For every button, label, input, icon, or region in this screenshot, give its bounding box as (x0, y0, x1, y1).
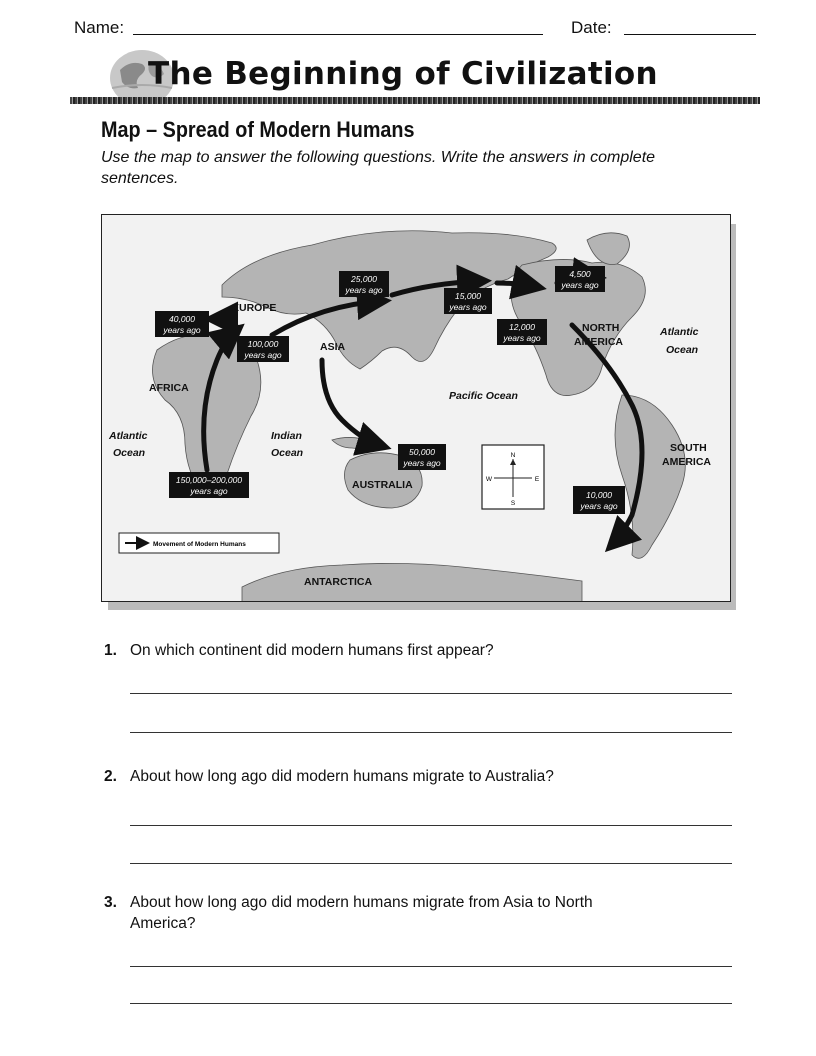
date-box-10k (573, 486, 625, 514)
label-antarctica: ANTARCTICA (304, 576, 373, 588)
label-pacific: Pacific Ocean (449, 390, 518, 402)
question-number: 1. (104, 642, 117, 659)
question-text: On which continent did modern humans first appear? (130, 642, 494, 659)
date-field[interactable] (624, 34, 756, 35)
answer-line-2b[interactable] (130, 863, 732, 864)
label-north-1: NORTH (582, 322, 620, 334)
name-field[interactable] (133, 34, 543, 35)
svg-text:N: N (510, 452, 516, 459)
svg-text:100,000: 100,000 (247, 339, 279, 349)
page-title: The Beginning of Civilization (148, 56, 658, 92)
question-text: About how long ago did modern humans migrate from Asia to North America? (130, 894, 593, 932)
svg-text:40,000: 40,000 (169, 314, 195, 324)
label-africa: AFRICA (149, 382, 189, 394)
svg-text:S: S (510, 500, 516, 507)
date-box-100k (237, 336, 289, 362)
label-south-1: SOUTH (670, 442, 707, 454)
svg-text:4,500: 4,500 (569, 269, 591, 279)
title-divider (70, 97, 760, 104)
date-box-25k (339, 271, 389, 297)
date-box-40k (155, 311, 209, 337)
svg-text:10,000: 10,000 (586, 490, 612, 500)
svg-text:years ago: years ago (580, 501, 618, 511)
svg-text:Movement of Modern Humans: Movement of Modern Humans (153, 541, 246, 548)
label-atlantic-left-1: Atlantic (109, 430, 148, 442)
map-legend (119, 533, 279, 553)
date-box-4500 (555, 266, 605, 292)
answer-line-1a[interactable] (130, 693, 732, 694)
svg-text:years ago: years ago (503, 333, 541, 343)
question-text: About how long ago did modern humans migrate to Australia? (130, 768, 554, 785)
answer-line-1b[interactable] (130, 732, 732, 733)
svg-text:15,000: 15,000 (455, 291, 481, 301)
label-atlantic-right-2: Ocean (666, 344, 699, 356)
svg-text:years ago: years ago (345, 285, 383, 295)
answer-line-3a[interactable] (130, 966, 732, 967)
answer-line-3b[interactable] (130, 1003, 732, 1004)
name-label: Name: (74, 18, 125, 37)
date-box-15k (444, 288, 492, 314)
svg-text:150,000–200,000: 150,000–200,000 (175, 475, 243, 485)
svg-text:years ago: years ago (561, 280, 599, 290)
svg-text:years ago: years ago (163, 325, 201, 335)
svg-text:12,000: 12,000 (509, 322, 535, 332)
svg-text:years ago: years ago (403, 458, 441, 468)
label-indian-1: Indian (271, 430, 302, 442)
svg-text:50,000: 50,000 (409, 447, 435, 457)
svg-text:years ago: years ago (449, 302, 487, 312)
question-number: 3. (104, 894, 117, 911)
svg-text:years ago: years ago (190, 486, 228, 496)
instructions: Use the map to answer the following questions. Write the answers in complete sentences. (101, 149, 656, 187)
svg-text:25,000: 25,000 (351, 274, 377, 284)
label-indian-2: Ocean (271, 447, 304, 459)
label-atlantic-right-1: Atlantic (660, 326, 699, 338)
svg-text:years ago: years ago (244, 350, 282, 360)
compass-rose (482, 445, 544, 509)
label-europe: EUROPE (232, 302, 277, 314)
answer-line-2a[interactable] (130, 825, 732, 826)
date-label: Date: (571, 18, 612, 37)
date-box-50k (398, 444, 446, 470)
label-north-2: AMERICA (574, 336, 623, 348)
label-south-2: AMERICA (662, 456, 711, 468)
label-australia: AUSTRALIA (352, 479, 413, 491)
date-box-150k (169, 472, 249, 498)
section-title: Map – Spread of Modern Humans (101, 117, 415, 142)
svg-text:E: E (534, 476, 540, 483)
date-box-12k (497, 319, 547, 345)
label-atlantic-left-2: Ocean (113, 447, 146, 459)
label-asia: ASIA (320, 341, 346, 353)
svg-text:W: W (485, 476, 493, 483)
migration-map (101, 214, 731, 602)
question-number: 2. (104, 768, 117, 785)
